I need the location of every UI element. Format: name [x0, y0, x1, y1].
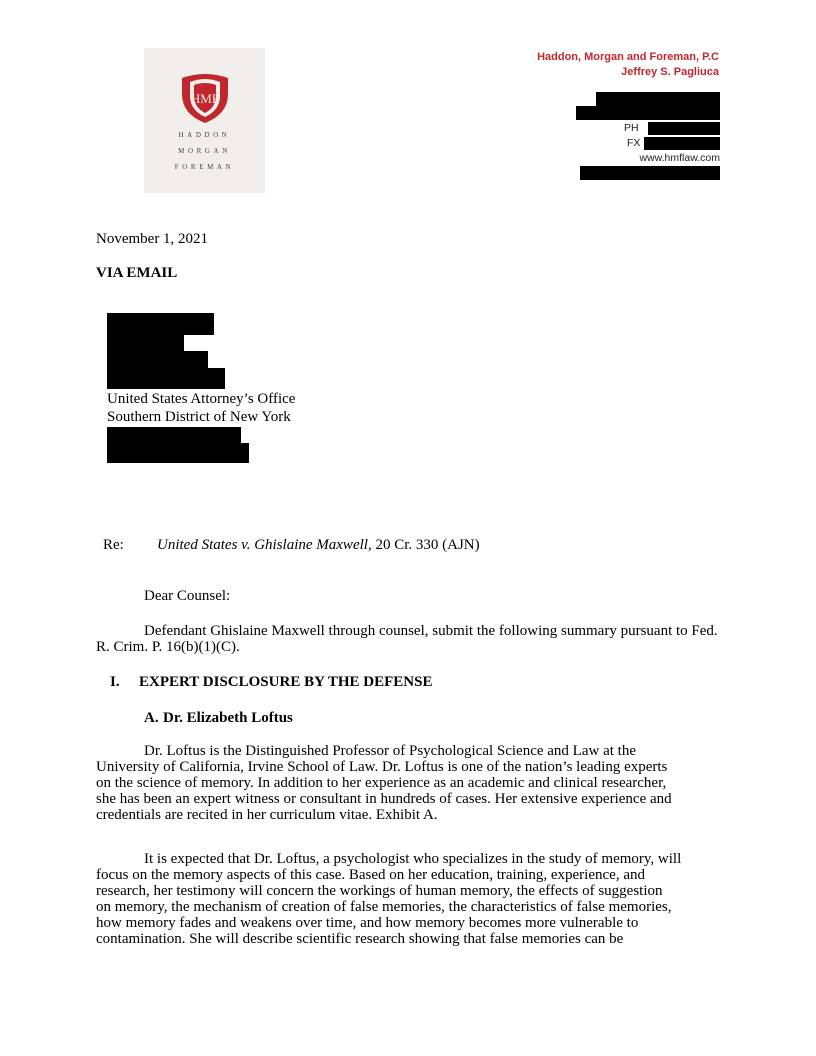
salutation: Dear Counsel: — [144, 588, 231, 604]
paragraph-line: credentials are recited in her curriculum vitae. Exhibit A. — [96, 807, 438, 823]
redaction-bar — [107, 313, 214, 335]
redaction-bar — [107, 351, 208, 369]
paragraph-line: on memory, the mechanism of creation of false memories, the characteristics of false memories, — [96, 899, 672, 915]
fax-label: FX — [627, 137, 641, 149]
redaction-bar — [107, 334, 184, 352]
shield-emblem-icon — [180, 72, 230, 124]
paragraph-line: she has been an expert witness or consultant in hundreds of cases. Her extensive experience and — [96, 791, 672, 807]
logo-line-3: FOREMAN — [174, 163, 235, 171]
emblem-letters: HMF — [190, 91, 220, 106]
redaction-bar — [107, 443, 249, 463]
subsection-title: Dr. Elizabeth Loftus — [163, 710, 293, 726]
re-label: Re: — [103, 537, 124, 553]
paragraph-line: contamination. She will describe scientific research showing that false memories can be — [96, 931, 624, 947]
firm-header — [537, 50, 719, 80]
phone-label: PH — [624, 122, 639, 134]
paragraph-line: University of California, Irvine School of Law. Dr. Loftus is one of the nation’s leading experts — [96, 759, 668, 775]
firm-name: Haddon, Morgan and Foreman, P.C — [537, 51, 719, 63]
redaction-bar — [580, 166, 720, 180]
firm-logo — [144, 48, 265, 193]
redaction-bar — [596, 92, 720, 106]
logo-line-1: HADDON — [178, 131, 231, 139]
logo-line-2: MORGAN — [178, 147, 231, 155]
redaction-bar — [576, 106, 720, 120]
delivery-method: VIA EMAIL — [96, 265, 178, 281]
recipient-district: Southern District of New York — [107, 409, 291, 425]
redaction-bar — [107, 368, 225, 389]
letter-date: November 1, 2021 — [96, 231, 209, 247]
re-case-number: , 20 Cr. 330 (AJN) — [367, 537, 480, 553]
re-case — [157, 537, 480, 553]
paragraph-line: focus on the memory aspects of this case. Based on her education, training, experience, and — [96, 867, 645, 883]
paragraph-line: how memory fades and weakens over time, and how memory becomes more vulnerable to — [96, 915, 639, 931]
paragraph-line: research, her testimony will concern the workings of human memory, the effects of suggestion — [96, 883, 663, 899]
redaction-bar — [648, 122, 720, 135]
re-case-title: United States v. Ghislaine Maxwell — [157, 537, 368, 553]
section-number: I. — [110, 674, 120, 690]
section-title: EXPERT DISCLOSURE BY THE DEFENSE — [139, 674, 433, 690]
redaction-bar — [644, 137, 720, 150]
paragraph-line: It is expected that Dr. Loftus, a psychologist who specializes in the study of memory, will — [144, 851, 682, 867]
subsection-letter: A. — [144, 710, 159, 726]
attorney-name: Jeffrey S. Pagliuca — [621, 66, 719, 78]
recipient-office: United States Attorney’s Office — [107, 391, 296, 407]
paragraph-line: Dr. Loftus is the Distinguished Professor of Psychological Science and Law at the — [144, 743, 636, 759]
intro-paragraph: Defendant Ghislaine Maxwell through counsel, submit the following summary pursuant to Fed. R. Crim. P. 16(b)(1)(C). — [96, 623, 718, 655]
paragraph-line: on the science of memory. In addition to her experience as an academic and clinical researcher, — [96, 775, 667, 791]
website-link[interactable]: www.hmflaw.com — [639, 152, 720, 164]
